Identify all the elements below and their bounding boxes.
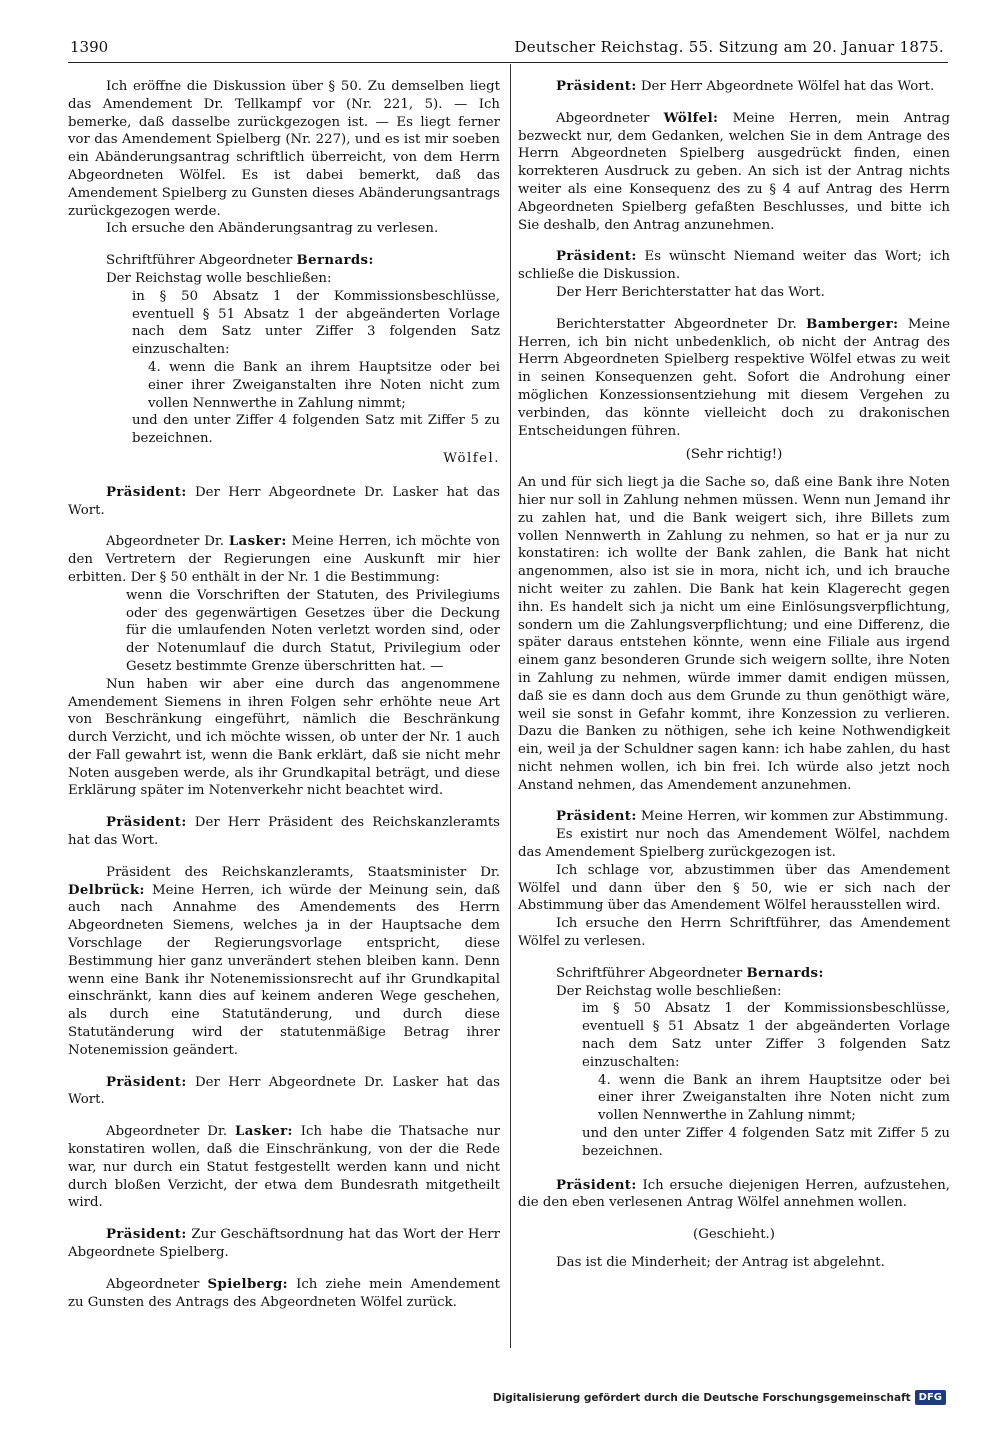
speaker-paragraph xyxy=(68,1074,500,1110)
speaker-paragraph xyxy=(518,808,950,826)
speaker-paragraph xyxy=(68,1276,500,1312)
speaker-name: Bernards: xyxy=(746,965,824,981)
page-header xyxy=(70,34,944,62)
quotation: wenn die Vorschriften der Statuten, des Privilegiums oder des gegenwärtigen Gesetzes über die Deckung für die umlaufenden Noten verletzt worden sind, oder der Notenumlauf die durch Statut, Privilegium oder Gesetz bestimmte Grenze überschritten hat. — xyxy=(126,587,500,674)
speech-text: Meine Herren, ich bin nicht unbedenklich, ob nicht der Antrag des Herrn Abgeordneten Spielberg respektive Wölfel etwas zu weit in seinen Konsequenzen geht. Sofort die Androhung einer möglichen Konzessionsentziehung mit diesem Vergehen zu verbinden, das könnte vielleicht doch zu drakonischen Entscheidungen führen. xyxy=(518,316,950,439)
motion-item: 4. wenn die Bank an ihrem Hauptsitze oder bei einer ihrer Zweiganstalten ihre Noten nicht zum vollen Nennwerthe in Zahlung nimmt; xyxy=(598,1072,950,1124)
left-column xyxy=(68,78,500,1325)
speech-text: Ich habe die Thatsache nur konstatiren wollen, daß die Einschränkung, von der die Rede war, nur durch ein Statut festgestellt werden kann und nicht durch bloßen Verzicht, der etwa dem Bundesrath mitgetheilt wird. xyxy=(68,1124,501,1211)
speaker-paragraph xyxy=(68,864,500,1060)
speech-text: Der Herr Abgeordnete Dr. Lasker hat das Wort. xyxy=(68,484,501,518)
header-rule xyxy=(68,62,948,63)
speaker-paragraph xyxy=(518,965,950,983)
interjection: (Sehr richtig!) xyxy=(685,447,783,463)
motion-intro: Der Reichstag wolle beschließen: xyxy=(556,983,782,999)
paragraph: Nun haben wir aber eine durch das angenommene Amendement Siemens in ihren Folgen sehr erhöhte neue Art von Beschränkung eingeführt, nämlich die Beschränkung durch Verzicht, und ich möchte wissen, ob unter der Nr. 1 auch der Fall gewahrt ist, wenn die Bank erklärt, daß sie nicht mehr Noten ausgeben werde, als ihr Grundkapital beträgt, und diese Erklärung später im Notenverkehr nicht beachtet wird. xyxy=(68,676,500,799)
speaker-name: Präsident: xyxy=(106,815,187,831)
paragraph: Das ist die Minderheit; der Antrag ist abgelehnt. xyxy=(556,1255,885,1271)
speaker-paragraph xyxy=(68,484,500,520)
speaker-name: Präsident: xyxy=(556,79,637,94)
running-head: Deutscher Reichstag. 55. Sitzung am 20. Januar 1875. xyxy=(514,38,944,56)
speaker-name: Wölfel: xyxy=(663,110,719,126)
speaker-name: Präsident: xyxy=(106,484,187,500)
speech-text: Der Herr Präsident des Reichskanzleramts hat das Wort. xyxy=(68,815,500,849)
speaker-name: Spielberg: xyxy=(207,1276,288,1292)
speaker-paragraph xyxy=(68,1123,500,1212)
speech-text: Ich ersuche diejenigen Herren, aufzustehen, die den eben verlesenen Antrag Wölfel annehmen wollen. xyxy=(518,1177,950,1211)
motion-body: im § 50 Absatz 1 der Kommissionsbeschlüsse, eventuell § 51 Absatz 1 der abgeänderten Vorlage nach dem Satz unter Ziffer 3 folgenden Satz einzuschalten: xyxy=(582,1001,950,1070)
speaker-role: Schriftführer Abgeordneter xyxy=(556,965,743,981)
speaker-paragraph xyxy=(518,110,950,235)
paragraph: Ich ersuche den Abänderungsantrag zu verlesen. xyxy=(106,221,439,237)
footer xyxy=(493,1390,946,1405)
speaker-paragraph xyxy=(518,316,950,441)
speaker-name: Präsident: xyxy=(556,809,637,825)
speaker-paragraph xyxy=(68,814,500,850)
speaker-role: Präsident des Reichskanzleramts, Staatsminister Dr. xyxy=(106,864,500,880)
column-divider xyxy=(510,64,511,1348)
footer-text: Digitalisierung gefördert durch die Deutsche Forschungsgemeinschaft xyxy=(492,1391,911,1404)
motion-intro: Der Reichstag wolle beschließen: xyxy=(106,270,332,286)
motion-body: und den unter Ziffer 4 folgenden Satz mit Ziffer 5 zu bezeichnen. xyxy=(132,413,500,447)
speech-text: Es wünscht Niemand weiter das Wort; ich schließe die Diskussion. xyxy=(518,249,950,283)
speaker-role: Berichterstatter Abgeordneter Dr. xyxy=(556,316,797,332)
signature: Wölfel. xyxy=(443,450,500,466)
speaker-name: Lasker: xyxy=(228,534,287,550)
paragraph: Ich ersuche den Herrn Schriftführer, das Amendement Wölfel zu verlesen. xyxy=(518,916,950,950)
speaker-name: Bamberger: xyxy=(806,316,899,332)
paragraph: Es existirt nur noch das Amendement Wölfel, nachdem das Amendement Spielberg zurückgezogen ist. xyxy=(518,827,950,861)
speaker-name: Bernards: xyxy=(296,253,374,269)
speaker-role: Schriftführer Abgeordneter xyxy=(106,253,293,269)
paragraph: Ich schlage vor, abzustimmen über das Amendement Wölfel und dann über den § 50, wie er sich nach der Abstimmung über das Amendement Wölfel herausstellen wird. xyxy=(518,862,950,914)
speaker-name: Präsident: xyxy=(556,249,637,265)
speaker-role: Abgeordneter xyxy=(106,1276,200,1292)
speech-text: Meine Herren, ich möchte von den Vertretern der Regierungen eine Auskunft mir hier erbitten. Der § 50 enthält in der Nr. 1 die Bestimmung: xyxy=(68,534,500,585)
speaker-name: Lasker: xyxy=(235,1124,293,1140)
paragraph: Ich eröffne die Diskussion über § 50. Zu demselben liegt das Amendement Dr. Tellkampf vor (Nr. 221, 5). — Ich bemerke, daß dasselbe zurückgezogen ist. — Es liegt ferner vor das Amendement Spielberg (Nr. 227), und es ist mir soeben ein Abänderungsantrag schriftlich überreicht, von dem Herrn Abgeordneten Wölfel. Es ist dabei bemerkt, daß das Amendement Spielberg zu Gunsten dieses Abänderungsantrags zurückgezogen werde. xyxy=(68,79,500,219)
paragraph: An und für sich liegt ja die Sache so, daß eine Bank ihre Noten hier nur soll in Zahlung nehmen müssen. Wenn nun Jemand ihr zu zahlen hat, und die Bank weigert sich, ihre Billets zum vollen Nennwerth in Zahlung zu nehmen, so hat er ja nur zu konstatiren: ich wollte der Bank zahlen, die Bank hat nicht angenommen, also ist sie in mora, nicht ich, und ich brauche nicht weiter zu zahlen. Die Bank hat kein Klagerecht gegen ihn. Es handelt sich ja nicht um eine Einlösungsverpflichtung, sondern um die Zahlungsverpflichtung; und eine Differenz, die später daraus entstehen könnte, wenn eine Filiale aus irgend einem ganz besonderen Grunde sich weigern sollte, ihre Noten in Zahlung zu nehmen, würde immer damit endigen müssen, daß sie es dann doch aus dem Grunde zu thun genöthigt wäre, weil sie sonst in Gefahr kommt, ihre Konzession zu verlieren. Dazu die Banken zu nöthigen, sehe ich keine Nothwendigkeit ein, weil ja der Schuldner sagen kann: ich habe zahlen, du hast nicht nehmen wollen, ich bin frei. Ich würde also jetzt noch Anstand nehmen, das Amendement anzunehmen. xyxy=(518,475,950,793)
speech-text: Meine Herren, wir kommen zur Abstimmung. xyxy=(640,809,949,825)
page-number: 1390 xyxy=(70,38,109,56)
motion-body: in § 50 Absatz 1 der Kommissionsbeschlüsse, eventuell § 51 Absatz 1 der abgeänderten Vorlage nach dem Satz unter Ziffer 3 folgenden Satz einzuschalten: xyxy=(132,288,500,358)
right-column xyxy=(518,78,950,1286)
speaker-name: Delbrück: xyxy=(68,882,145,898)
speaker-paragraph xyxy=(68,533,500,586)
speaker-role: Abgeordneter xyxy=(556,110,650,126)
speaker-paragraph xyxy=(68,252,500,270)
interjection: (Geschieht.) xyxy=(693,1227,775,1243)
speaker-name: Präsident: xyxy=(106,1227,187,1243)
paragraph: Der Herr Berichterstatter hat das Wort. xyxy=(556,284,825,300)
dfg-logo-icon: DFG xyxy=(915,1390,946,1405)
speech-text: Der Herr Abgeordnete Wölfel hat das Wort. xyxy=(640,79,935,94)
speaker-name: Präsident: xyxy=(556,1177,637,1193)
speaker-name: Präsident: xyxy=(106,1074,187,1090)
speech-text: Der Herr Abgeordnete Dr. Lasker hat das Wort. xyxy=(68,1074,501,1108)
speech-text: Zur Geschäftsordnung hat das Wort der Herr Abgeordnete Spielberg. xyxy=(68,1227,500,1261)
speaker-role: Abgeordneter Dr. xyxy=(106,534,224,550)
speech-text: Ich ziehe mein Amendement zu Gunsten des Antrags des Abgeordneten Wölfel zurück. xyxy=(68,1276,501,1310)
motion-item: 4. wenn die Bank an ihrem Hauptsitze oder bei einer ihrer Zweiganstalten ihre Noten nicht zum vollen Nennwerthe in Zahlung nimmt; xyxy=(148,359,500,411)
speech-text: Meine Herren, ich würde der Meinung sein, daß auch nach Annahme des Amendements des Herrn Abgeordneten Siemens, welches ja in der Hauptsache dem Vorschlage der Regierungsvorlage entspricht, diese Bestimmung hier ganz unverändert stehen bleiben kann. Denn wenn eine Bank ihr Notenemissionsrecht auf ihr Grundkapital einschränkt, kann dies auf keinem anderen Wege geschehen, als durch eine Statutänderung, und durch diese Statutänderung wird der statutenmäßige Betrag ihrer Notenemission geändert. xyxy=(68,882,500,1058)
speaker-paragraph xyxy=(68,1226,500,1262)
speaker-paragraph xyxy=(518,1177,950,1213)
speaker-paragraph xyxy=(518,78,950,96)
motion-body: und den unter Ziffer 4 folgenden Satz mit Ziffer 5 zu bezeichnen. xyxy=(582,1126,950,1159)
speaker-role: Abgeordneter Dr. xyxy=(106,1124,228,1140)
speaker-paragraph xyxy=(518,248,950,284)
speech-text: Meine Herren, mein Antrag bezweckt nur, dem Gedanken, welchen Sie in dem Antrage des Herrn Abgeordneten Spielberg ausgedrückt finden, einen korrekteren Ausdruck zu geben. An sich ist der Antrag nichts weiter als eine Konsequenz des zu § 4 auf Antrag des Herrn Abgeordneten Spielberg gefaßten Beschlusses, und bitte ich Sie deshalb, den Antrag anzunehmen. xyxy=(518,110,950,233)
